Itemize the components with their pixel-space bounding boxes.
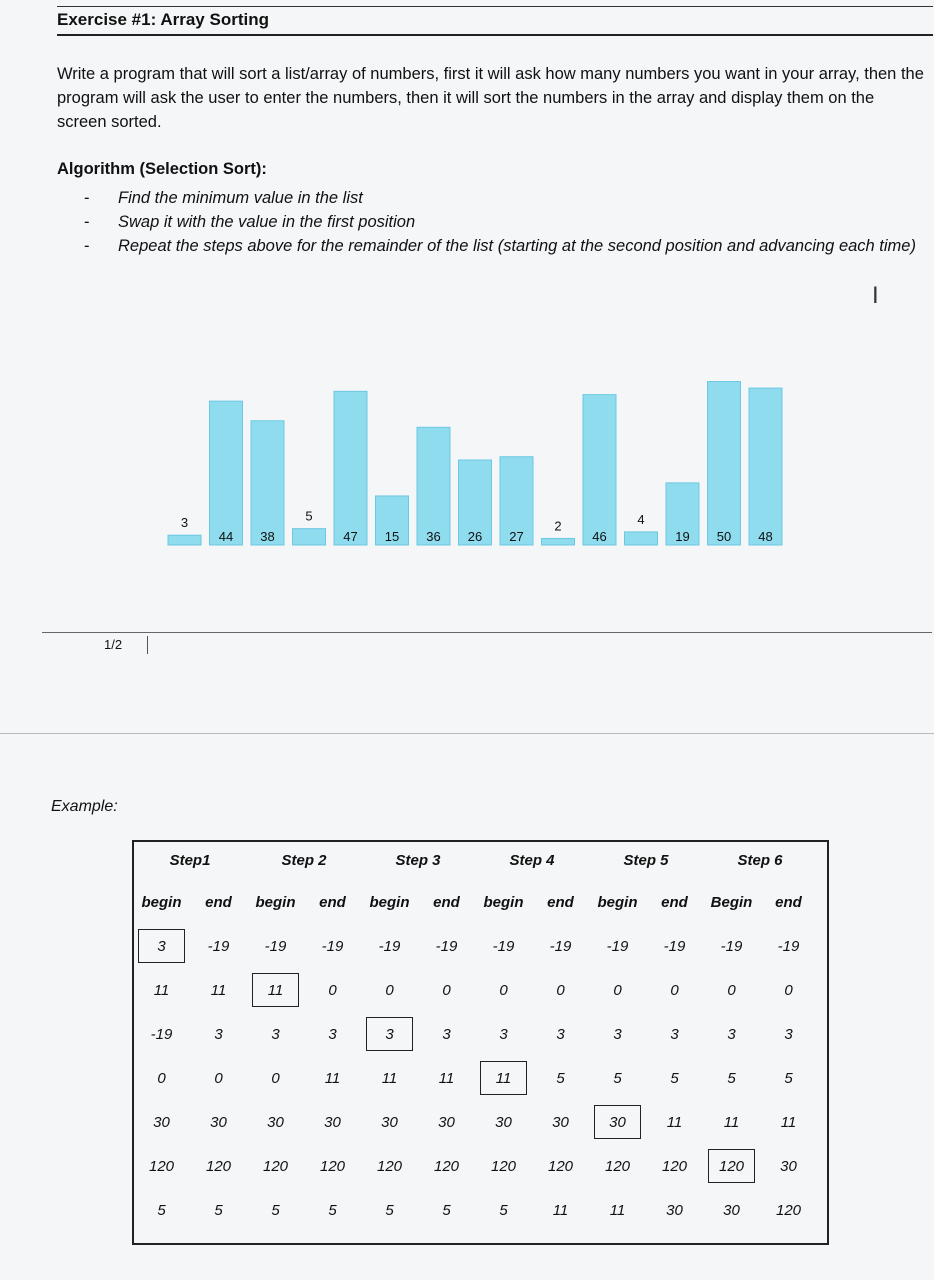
column-subheader: end	[547, 893, 574, 911]
table-cell: -19	[720, 937, 743, 955]
table-cell: 120	[262, 1157, 289, 1175]
subheader-row	[133, 880, 817, 924]
step-header: Step1	[169, 851, 211, 869]
bar-value-label: 47	[343, 529, 358, 544]
table-row	[133, 1188, 817, 1232]
column-subheader: end	[433, 893, 460, 911]
bar	[334, 391, 367, 545]
table-cell: 11	[210, 981, 227, 999]
table-cell: 30	[589, 1100, 646, 1144]
table-cell: 11	[780, 1113, 797, 1131]
table-cell: 120	[604, 1157, 631, 1175]
table-cell: 11	[552, 1201, 569, 1219]
table-cell: 120	[433, 1157, 460, 1175]
table-cell: 30	[153, 1113, 170, 1131]
table-row	[133, 1100, 817, 1144]
algorithm-title: Algorithm (Selection Sort):	[57, 160, 267, 178]
table-cell: -19	[549, 937, 572, 955]
table-cell: 3	[271, 1025, 280, 1043]
bar-value-label: 26	[467, 529, 483, 544]
table-cell: 30	[210, 1113, 227, 1131]
table-cell: 3	[499, 1025, 508, 1043]
table-cell: 0	[328, 981, 337, 999]
bar-value-label: 44	[218, 529, 234, 544]
bar	[417, 427, 450, 545]
table-cell: 0	[157, 1069, 166, 1087]
table-cell: 3	[133, 924, 190, 968]
table-cell: 3	[361, 1012, 418, 1056]
table-cell: 5	[499, 1201, 508, 1219]
example-label: Example:	[51, 798, 118, 815]
intro-paragraph: Write a program that will sort a list/array of numbers, first it will ask how many numbers you want in your array, then the program will ask the user to enter the numbers, then it will sort the numbers in the array and display them on the screen sorted.	[57, 65, 924, 131]
column-subheader: end	[205, 893, 232, 911]
table-cell: 0	[556, 981, 565, 999]
step-header-row	[133, 840, 817, 880]
table-row	[133, 1144, 817, 1188]
text-caret	[147, 636, 148, 654]
table-cell: 120	[319, 1157, 346, 1175]
table-row	[133, 924, 817, 968]
title-rule	[57, 34, 933, 36]
table-cell: 120	[703, 1144, 760, 1188]
table-cell: 120	[148, 1157, 175, 1175]
bar-value-label: 46	[592, 529, 607, 544]
bar	[293, 529, 326, 545]
column-subheader: begin	[483, 893, 524, 911]
bar-value-label: 19	[675, 529, 690, 544]
table-row	[133, 968, 817, 1012]
table-cell: 3	[442, 1025, 451, 1043]
table-cell: 11	[438, 1069, 455, 1087]
table-cell: -19	[378, 937, 401, 955]
page-indicator: 1/2	[104, 637, 123, 652]
step-header: Step 3	[395, 851, 441, 869]
table-cell: 3	[214, 1025, 223, 1043]
page-rule	[42, 632, 932, 633]
table-cell: 30	[381, 1113, 398, 1131]
column-subheader: begin	[597, 893, 638, 911]
step-header: Step 2	[281, 851, 327, 869]
table-cell: -19	[264, 937, 287, 955]
step-header: Step 4	[509, 851, 555, 869]
table-cell: 11	[723, 1113, 740, 1131]
table-cell: 5	[328, 1201, 337, 1219]
table-cell: 30	[723, 1201, 740, 1219]
table-cell: 0	[271, 1069, 280, 1087]
bar	[625, 532, 658, 545]
table-cell: -19	[777, 937, 800, 955]
table-cell: 120	[547, 1157, 574, 1175]
bar	[542, 538, 575, 545]
table-cell: -19	[492, 937, 515, 955]
bar-value-label: 2	[554, 518, 562, 534]
selection-sort-table	[133, 840, 817, 1232]
algorithm-steps	[84, 186, 924, 258]
column-subheader: begin	[369, 893, 410, 911]
table-cell: 11	[666, 1113, 683, 1131]
bar-value-label: 4	[637, 511, 645, 527]
table-cell: 0	[670, 981, 679, 999]
table-row	[133, 1056, 817, 1100]
bar	[210, 401, 243, 545]
table-cell: 5	[727, 1069, 736, 1087]
column-subheader: begin	[141, 893, 182, 911]
table-cell: 30	[666, 1201, 683, 1219]
bar-value-label: 38	[260, 529, 275, 544]
bar-value-label: 5	[305, 508, 313, 524]
table-cell: 120	[376, 1157, 403, 1175]
table-cell: 120	[490, 1157, 517, 1175]
table-cell: 120	[205, 1157, 232, 1175]
bar-value-label: 27	[509, 529, 524, 544]
table-cell: 120	[775, 1201, 802, 1219]
table-cell: 11	[609, 1201, 626, 1219]
page-separator	[0, 733, 934, 734]
top-rule	[57, 6, 933, 7]
bar	[749, 388, 782, 545]
table-cell: 120	[661, 1157, 688, 1175]
column-subheader: begin	[255, 893, 296, 911]
table-cell: 11	[324, 1069, 341, 1087]
table-cell: 3	[727, 1025, 736, 1043]
table-cell: 0	[442, 981, 451, 999]
bar-value-label: 36	[426, 529, 441, 544]
bar-value-label: 3	[180, 515, 189, 531]
table-cell: 5	[556, 1069, 565, 1087]
table-cell: 0	[499, 981, 508, 999]
table-cell: -19	[663, 937, 686, 955]
table-cell: 30	[552, 1113, 569, 1131]
table-cell: 0	[385, 981, 394, 999]
table-row	[133, 1012, 817, 1056]
table-cell: 5	[784, 1069, 793, 1087]
table-cell: -19	[606, 937, 629, 955]
table-cell: 0	[727, 981, 736, 999]
table-cell: 3	[613, 1025, 622, 1043]
table-cell: 0	[613, 981, 622, 999]
algorithm-step: - Swap it with the value in the first position	[84, 213, 416, 231]
table-cell: -19	[321, 937, 344, 955]
table-cell: 3	[670, 1025, 679, 1043]
table-cell: 5	[670, 1069, 679, 1087]
column-subheader: end	[775, 893, 802, 911]
table-cell: -19	[150, 1025, 173, 1043]
table-cell: -19	[435, 937, 458, 955]
column-subheader: end	[319, 893, 346, 911]
bar-value-label: 15	[384, 529, 400, 544]
bar-chart	[160, 350, 810, 555]
table-cell: -19	[207, 937, 230, 955]
table-cell: 3	[556, 1025, 565, 1043]
table-cell: 5	[442, 1201, 451, 1219]
exercise-title: Exercise #1: Array Sorting	[57, 10, 269, 29]
table-cell: 30	[438, 1113, 455, 1131]
table-cell: 30	[780, 1157, 797, 1175]
table-cell: 11	[153, 981, 170, 999]
step-header: Step 5	[623, 851, 669, 869]
text-cursor-icon: I	[872, 282, 879, 309]
table-cell: 5	[157, 1201, 166, 1219]
table-cell: 11	[247, 968, 304, 1012]
column-subheader: Begin	[710, 893, 753, 911]
table-cell: 3	[328, 1025, 337, 1043]
table-cell: 30	[324, 1113, 341, 1131]
table-cell: 5	[613, 1069, 622, 1087]
bar-value-label: 48	[758, 529, 773, 544]
column-subheader: end	[661, 893, 688, 911]
bar-value-label: 50	[716, 529, 732, 544]
algorithm-step: - Find the minimum value in the list	[84, 189, 363, 207]
table-cell: 5	[271, 1201, 280, 1219]
table-cell: 5	[385, 1201, 394, 1219]
table-cell: 0	[214, 1069, 223, 1087]
table-cell: 3	[784, 1025, 793, 1043]
bar	[251, 421, 284, 545]
bar	[708, 382, 741, 545]
table-cell: 11	[381, 1069, 398, 1087]
table-cell: 30	[267, 1113, 284, 1131]
bar	[583, 395, 616, 545]
table-cell: 5	[214, 1201, 223, 1219]
table-cell: 30	[495, 1113, 512, 1131]
table-cell: 0	[784, 981, 793, 999]
algorithm-step: - Repeat the steps above for the remainder of the list (starting at the second position and advancing each time)	[84, 237, 916, 255]
table-cell: 11	[475, 1056, 532, 1100]
step-header: Step 6	[737, 851, 783, 869]
bar	[168, 535, 201, 545]
